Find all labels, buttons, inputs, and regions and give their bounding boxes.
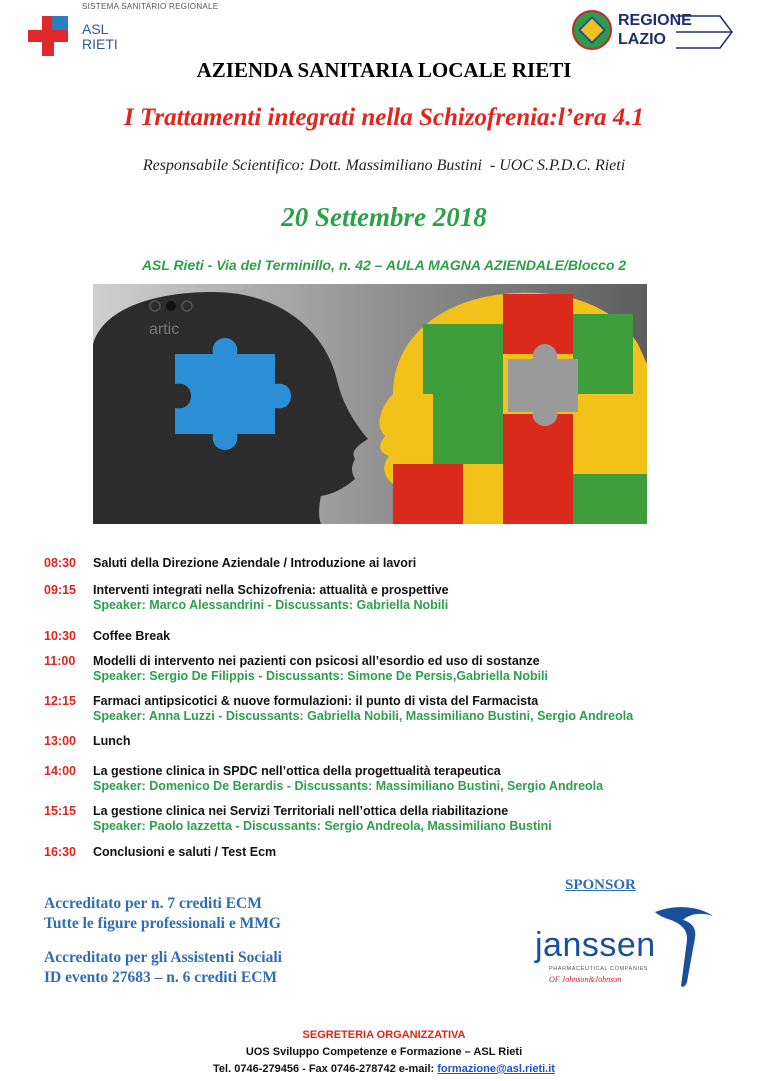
program-time: 13:00 [44, 734, 76, 748]
accreditation-line: Accreditato per gli Assistenti Sociali [44, 949, 282, 966]
program-activity: Farmaci antipsicotici & nuove formulazioni: il punto di vista del Farmacista [93, 694, 539, 708]
program-time: 14:00 [44, 764, 76, 778]
program-time: 11:00 [44, 654, 76, 668]
janssen-logo [535, 904, 715, 988]
asl-name [82, 22, 118, 52]
program-activity: Coffee Break [93, 629, 171, 643]
regione-lazio-logo [570, 8, 740, 54]
secretariat-contacts [0, 1063, 768, 1075]
accreditation-line: Accreditato per n. 7 crediti ECM [44, 895, 262, 912]
program-activity: Modelli di intervento nei pazienti con psicosi all’esordio ed uso di sostanze [93, 654, 540, 668]
program-activity: Conclusioni e saluti / Test Ecm [93, 845, 277, 859]
program-time: 10:30 [44, 629, 76, 643]
program-time: 09:15 [44, 583, 76, 597]
program-speaker: Speaker: Marco Alessandrini - Discussants: Gabriella Nobili [93, 598, 449, 612]
program-time: 15:15 [44, 804, 76, 818]
event-title: I Trattamenti integrati nella Schizofrenia:l’era 4.1 [124, 104, 644, 131]
program-time: 12:15 [44, 694, 76, 708]
program-time: 08:30 [44, 556, 76, 570]
accreditation-social-workers [44, 948, 282, 988]
secretariat-office: UOS Sviluppo Competenze e Formazione – ASL Rieti [245, 1046, 523, 1058]
program-speaker: Speaker: Paolo Iazzetta - Discussants: Sergio Andreola, Massimiliano Bustini [93, 819, 552, 833]
watermark-text: artic [149, 321, 180, 338]
program-time: 16:30 [44, 845, 76, 859]
event-venue: ASL Rieti - Via del Terminillo, n. 42 – AULA MAGNA AZIENDALE/Blocco 2 [141, 257, 627, 273]
secretariat-phone-fax: Tel. 0746-279456 - Fax 0746-278742 e-mail: [213, 1063, 438, 1075]
accreditation-line: ID evento 27683 – n. 6 crediti ECM [44, 969, 278, 986]
hero-puzzle-heads-image [93, 284, 647, 524]
asl-name-line1: ASL [82, 21, 109, 37]
scientific-responsible: Responsabile Scientifico: Dott. Massimiliano Bustini - UOC S.P.D.C. Rieti [142, 157, 626, 174]
janssen-subtitle: PHARMACEUTICAL COMPANIES [549, 966, 649, 972]
lazio-stripes-icon [676, 12, 734, 52]
secretariat-title: SEGRETERIA ORGANIZZATIVA [302, 1029, 466, 1041]
red-cross-icon [28, 16, 68, 56]
program-speaker: Speaker: Domenico De Berardis - Discussants: Massimiliano Bustini, Sergio Andreola [93, 779, 604, 793]
janssen-swoosh-icon [653, 904, 715, 988]
asl-name-line2: RIETI [82, 36, 118, 52]
janssen-wordmark: janssen [535, 926, 656, 964]
program-activity: La gestione clinica in SPDC nell’ottica della progettualità terapeutica [93, 764, 501, 778]
lazio-name-line2: LAZIO [618, 31, 666, 48]
program-activity: Interventi integrati nella Schizofrenia: attualità e prospettive [93, 583, 449, 597]
program-speaker: Speaker: Sergio De Filippis - Discussants: Simone De Persis,Gabriella Nobili [93, 669, 549, 683]
program-activity: La gestione clinica nei Servizi Territoriali nell’ottica della riabilitazione [93, 804, 509, 818]
page-title: AZIENDA SANITARIA LOCALE RIETI [196, 58, 572, 82]
program-speaker: Speaker: Anna Luzzi - Discussants: Gabriella Nobili, Massimiliano Bustini, Sergio Andreola [93, 709, 634, 723]
accreditation-ecm [44, 894, 281, 934]
asl-system-label: SISTEMA SANITARIO REGIONALE [82, 2, 219, 11]
accreditation-line: Tutte le figure professionali e MMG [44, 915, 281, 932]
sponsor-label: SPONSOR [565, 877, 636, 893]
program-activity: Lunch [93, 734, 131, 748]
event-date: 20 Settembre 2018 [281, 202, 487, 232]
secretariat-email-link[interactable]: formazione@asl.rieti.it [437, 1063, 555, 1075]
lazio-name-line1: REGIONE [618, 12, 692, 29]
program-activity: Saluti della Direzione Aziendale / Introduzione ai lavori [93, 556, 417, 570]
asl-rieti-logo [28, 2, 218, 60]
lazio-emblem-icon [572, 10, 612, 50]
johnson-johnson-mark: OF Johnson&Johnson [549, 975, 622, 984]
